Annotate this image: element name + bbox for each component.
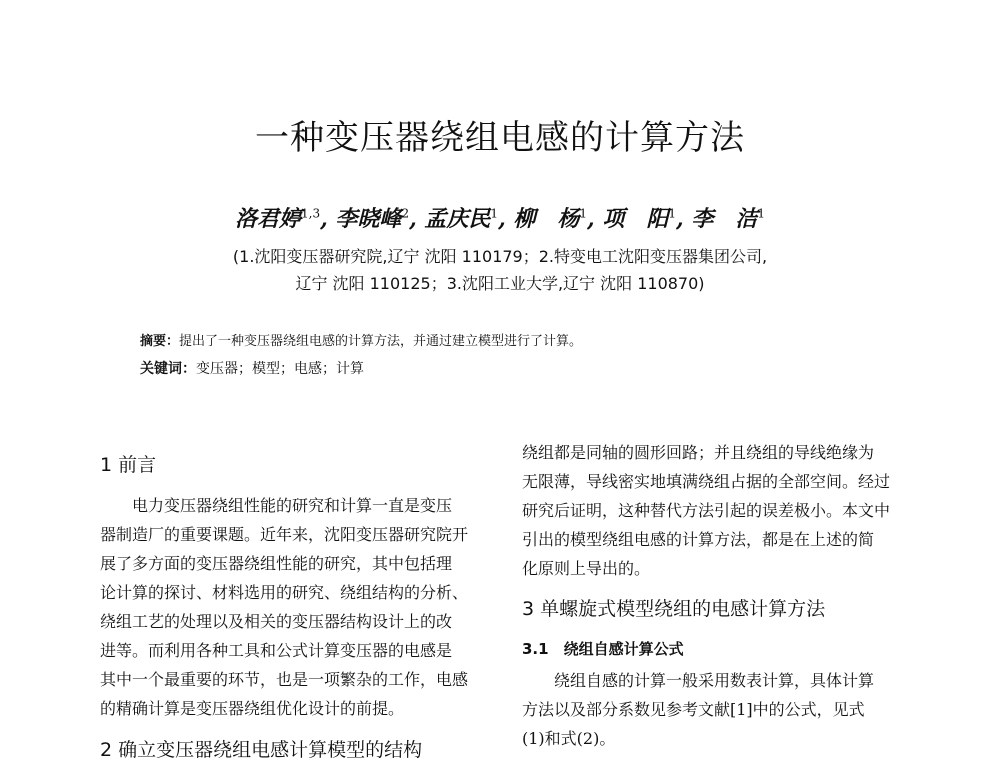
paragraph-line: 其中一个最重要的环节，也是一项繁杂的工作，电感 <box>100 670 469 689</box>
subsection-3-1-heading: 3.1 绕组自感计算公式 <box>522 640 684 658</box>
keywords <box>140 358 364 378</box>
paragraph-line: 进等。而利用各种工具和公式计算变压器的电感是 <box>100 641 453 660</box>
author-name: 洛君婷 <box>234 206 301 232</box>
author-name: 项 阳 <box>602 206 669 232</box>
section-1-heading: 1 前言 <box>100 454 157 476</box>
paragraph-line: 无限薄，导线密实地填满绕组占据的全部空间。经过 <box>522 472 891 491</box>
author-name: 孟庆民 <box>424 206 491 232</box>
affiliation-line-2: 辽宁 沈阳 110125；3.沈阳工业大学,辽宁 沈阳 110870) <box>295 274 705 293</box>
abstract-label: 摘要： <box>140 334 180 349</box>
paragraph-line: 方法以及部分系数见参考文献[1]中的公式，见式 <box>522 700 865 719</box>
paragraph-line: 绕组工艺的处理以及相关的变压器结构设计上的改 <box>100 612 453 631</box>
affiliation-line-1: (1.沈阳变压器研究院,辽宁 沈阳 110179；2.特变电工沈阳变压器集团公司, <box>232 247 768 266</box>
author-affiliation-marker: 1,3 <box>301 206 321 221</box>
paragraph-line: 电力变压器绕组性能的研究和计算一直是变压 <box>100 496 453 515</box>
paragraph-line: 引出的模型绕组电感的计算方法，都是在上述的简 <box>522 530 875 549</box>
keywords-text: 变压器；模型；电感；计算 <box>196 361 364 377</box>
abstract <box>140 330 582 349</box>
author-affiliation-marker: 1 <box>579 206 588 221</box>
paragraph-line: 绕组自感的计算一般采用数表计算，具体计算 <box>522 671 875 690</box>
paragraph-line: 器制造厂的重要课题。近年来，沈阳变压器研究院开 <box>100 525 469 544</box>
paragraph-line: 的精确计算是变压器绕组优化设计的前提。 <box>100 699 405 718</box>
paragraph-line: (1)和式(2)。 <box>522 729 616 748</box>
paragraph-line: 展了多方面的变压器绕组性能的研究，其中包括理 <box>100 554 453 573</box>
author-affiliation-marker: 1 <box>668 206 677 221</box>
author-name: 李晓峰 <box>335 206 402 232</box>
keywords-label: 关键词： <box>140 361 196 377</box>
abstract-text: 提出了一种变压器绕组电感的计算方法，并通过建立模型进行了计算。 <box>179 334 583 349</box>
paper-title: 一种变压器绕组电感的计算方法 <box>255 118 745 158</box>
author-name: 李 洁 <box>691 206 758 232</box>
paragraph-line: 绕组都是同轴的圆形回路；并且绕组的导线绝缘为 <box>522 443 875 462</box>
author-list: 洛君婷$^{1,3}$, 李晓峰$^2$, 孟庆民$^1$, 柳 杨$^1$, 项 阳$^1$, 李 洁$^1$ <box>234 206 766 232</box>
author-name: 柳 杨 <box>513 206 580 232</box>
paragraph-line: 化原则上导出的。 <box>522 559 651 578</box>
paragraph-line: 论计算的探讨、材料选用的研究、绕组结构的分析、 <box>100 583 469 602</box>
paragraph-line: 研究后证明，这种替代方法引起的误差极小。本文中 <box>522 501 891 520</box>
author-affiliation-marker: 1 <box>757 206 766 221</box>
section-2-heading: 2 确立变压器绕组电感计算模型的结构 <box>100 739 423 761</box>
section-3-heading: 3 单螺旋式模型绕组的电感计算方法 <box>522 598 826 620</box>
author-affiliation-marker: 1 <box>490 206 499 221</box>
author-affiliation-marker: 2 <box>401 206 410 221</box>
